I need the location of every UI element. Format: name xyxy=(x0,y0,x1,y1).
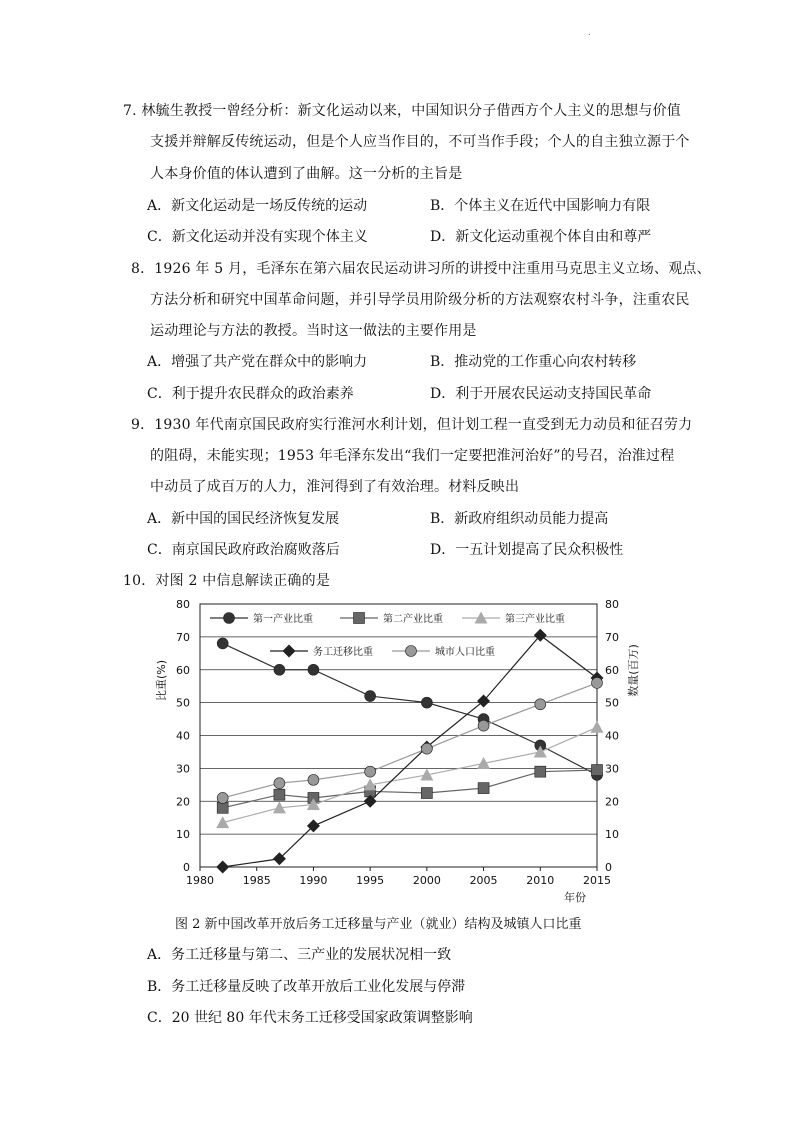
series-1-point xyxy=(274,789,285,800)
q10-option-b[interactable]: B．务工迁移量反映了改革开放后工业化发展与停滞 xyxy=(147,979,466,995)
y-axis-left-label: 比重(%) xyxy=(155,659,168,702)
series-0-point xyxy=(217,638,228,649)
series-1-point xyxy=(535,766,546,777)
series-4-point xyxy=(365,766,376,777)
q10-option-a[interactable]: A．务工迁移量与第二、三产业的发展状况相一致 xyxy=(147,947,452,963)
legend-label: 城市人口比重 xyxy=(435,647,495,658)
legend-label: 务工迁移比重 xyxy=(313,647,373,658)
series-3-point xyxy=(216,861,229,874)
q9-stem-line-3: 中动员了成百万的人力，淮河得到了有效治理。材料反映出 xyxy=(150,479,520,495)
legend-label: 第三产业比重 xyxy=(505,614,565,625)
y-tick-left-label: 50 xyxy=(176,696,190,710)
legend-label: 第一产业比重 xyxy=(253,614,313,625)
q10-stem: 10．对图 2 中信息解读正确的是 xyxy=(123,573,331,589)
x-tick-label: 1985 xyxy=(242,874,271,887)
q9-option-b[interactable]: B．新政府组织动员能力提高 xyxy=(430,511,609,527)
legend-marker xyxy=(406,646,417,657)
q8-stem-line-2: 方法分析和研究中国革命问题，并引导学员用阶级分析的方法观察农村斗争，注重农民 xyxy=(150,292,690,308)
q7-stem-line-1: 7. 林毓生教授一曾经分析：新文化运动以来，中国知识分子借西方个人主义的思想与价值 xyxy=(123,103,682,119)
y-tick-right-label: 50 xyxy=(605,696,619,710)
q9-option-c[interactable]: C．南京国民政府政治腐败落后 xyxy=(147,542,340,558)
y-axis-right-label: 数量(百万) xyxy=(627,644,640,697)
q8-stem-line-3: 运动理论与方法的教授。当时这一做法的主要作用是 xyxy=(150,323,477,339)
q7-option-c[interactable]: C．新文化运动并没有实现个体主义 xyxy=(147,229,368,245)
x-tick-label: 2010 xyxy=(526,874,555,887)
q9-option-d[interactable]: D．一五计划提高了民众积极性 xyxy=(430,542,624,558)
series-0-point xyxy=(421,697,432,708)
series-1-point xyxy=(592,765,603,776)
legend-marker xyxy=(354,613,365,624)
series-0-point xyxy=(274,664,285,675)
q7-option-a[interactable]: A．新文化运动是一场反传统的运动 xyxy=(147,198,368,214)
series-0-point xyxy=(308,664,319,675)
y-tick-left-label: 80 xyxy=(176,598,190,611)
y-tick-right-label: 30 xyxy=(605,762,619,776)
q8-option-b[interactable]: B．推动党的工作重心向农村转移 xyxy=(430,354,637,370)
header-mark: . xyxy=(588,28,591,37)
y-tick-right-label: 80 xyxy=(605,598,619,611)
y-tick-right-label: 40 xyxy=(605,729,619,743)
series-4-point xyxy=(478,720,489,731)
series-2-point xyxy=(216,816,229,828)
x-tick-label: 2015 xyxy=(583,874,611,887)
q8-option-c[interactable]: C．利于提升农民群众的政治素养 xyxy=(147,386,354,402)
legend-marker xyxy=(224,613,235,624)
q7-option-d[interactable]: D．新文化运动重视个体自由和尊严 xyxy=(430,229,652,245)
q7-stem-line-3: 人本身价值的体认遭到了曲解。这一分析的主旨是 xyxy=(150,166,463,182)
q7-option-b[interactable]: B．个体主义在近代中国影响力有限 xyxy=(430,198,651,214)
series-4-point xyxy=(592,677,603,688)
y-tick-right-label: 0 xyxy=(605,861,612,874)
y-tick-left-label: 60 xyxy=(176,663,190,677)
q8-option-d[interactable]: D．利于开展农民运动支持国民革命 xyxy=(430,386,652,402)
series-0-point xyxy=(365,691,376,702)
x-tick-label: 2000 xyxy=(412,874,441,887)
series-1-point xyxy=(478,783,489,794)
q9-option-a[interactable]: A．新中国的国民经济恢复发展 xyxy=(147,511,340,527)
x-axis-label: 年份 xyxy=(564,891,586,904)
x-tick-label: 1980 xyxy=(186,874,214,887)
y-tick-left-label: 20 xyxy=(176,795,190,809)
q8-option-a[interactable]: A．增强了共产党在群众中的影响力 xyxy=(147,354,368,370)
legend-marker xyxy=(283,645,296,658)
y-tick-right-label: 20 xyxy=(605,795,619,809)
figure-caption: 图 2 新中国改革开放后务工迁移量与产业（就业）结构及城镇人口比重 xyxy=(175,917,582,932)
series-1-point xyxy=(217,802,228,813)
y-tick-left-label: 10 xyxy=(176,828,190,842)
x-tick-label: 1995 xyxy=(356,874,385,887)
q8-stem-line-1: 8．1926 年 5 月，毛泽东在第六届农民运动讲习所的讲授中注重用马克思主义立场、观点、 xyxy=(131,261,711,277)
y-tick-right-label: 70 xyxy=(605,630,619,644)
series-1-point xyxy=(421,788,432,799)
y-tick-left-label: 40 xyxy=(176,729,190,743)
series-4-point xyxy=(274,778,285,789)
y-tick-right-label: 10 xyxy=(605,828,619,842)
q10-option-c[interactable]: C．20 世纪 80 年代末务工迁移受国家政策调整影响 xyxy=(147,1010,473,1026)
industry-migration-chart xyxy=(145,592,640,910)
x-tick-label: 1990 xyxy=(299,874,328,887)
x-tick-label: 2005 xyxy=(469,874,498,887)
legend-label: 第二产业比重 xyxy=(383,614,443,625)
series-4-point xyxy=(308,774,319,785)
series-2-point xyxy=(591,721,604,733)
y-tick-left-label: 70 xyxy=(176,630,190,644)
y-tick-left-label: 30 xyxy=(176,762,190,776)
y-tick-right-label: 60 xyxy=(605,663,619,677)
series-4-point xyxy=(217,792,228,803)
y-tick-left-label: 0 xyxy=(183,861,190,874)
series-4-point xyxy=(421,743,432,754)
series-4-point xyxy=(535,699,546,710)
q7-stem-line-2: 支援并辩解反传统运动，但是个人应当作目的，不可当作手段；个人的自主独立源于个 xyxy=(150,134,690,150)
q9-stem-line-2: 的阻碍，未能实现；1953 年毛泽东发出“我们一定要把淮河治好”的号召，治淮过程 xyxy=(150,448,675,464)
q9-stem-line-1: 9．1930 年代南京国民政府实行淮河水利计划，但计划工程一直受到无力动员和征召劳力 xyxy=(131,417,693,433)
